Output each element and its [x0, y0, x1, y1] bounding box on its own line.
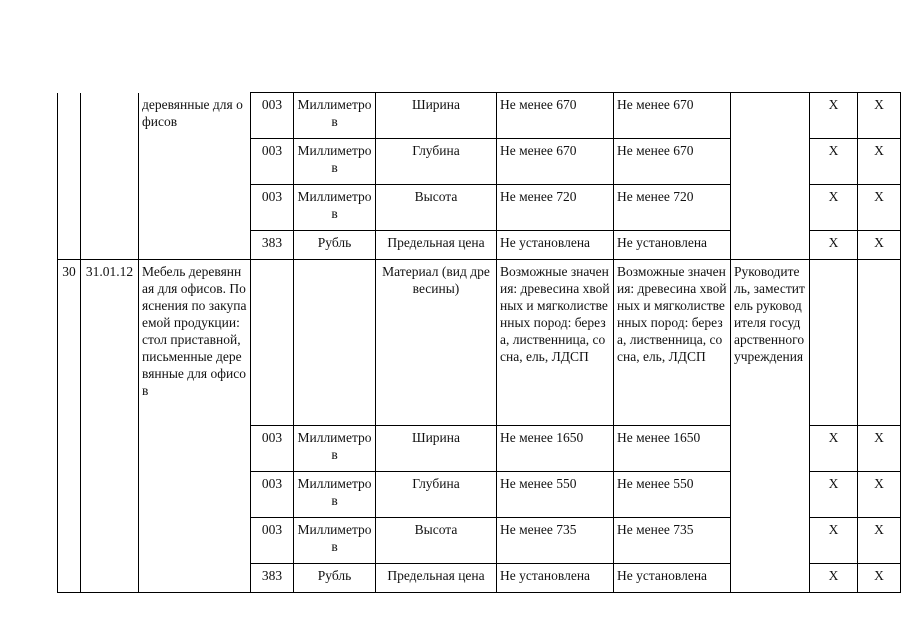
- value2-cell: Не менее 735: [614, 518, 731, 564]
- characteristic-cell: Ширина: [376, 426, 497, 472]
- code-cell: 003: [251, 518, 294, 564]
- description-cell: деревянные для офисов: [139, 93, 251, 260]
- value-cell: Возможные значения: древесина хвойных и мягколиственных пород: береза, лиственница, сосна, ель, ЛДСП: [497, 260, 614, 426]
- x-cell: X: [810, 564, 858, 593]
- value-cell: Не установлена: [497, 231, 614, 260]
- x-cell: X: [810, 139, 858, 185]
- value2-cell: Не менее 720: [614, 185, 731, 231]
- x-cell: X: [858, 231, 901, 260]
- unit-cell: Миллиметров: [294, 185, 376, 231]
- unit-cell: Миллиметров: [294, 518, 376, 564]
- code-cell: 003: [251, 185, 294, 231]
- x-cell: X: [858, 93, 901, 139]
- requirements-table: [57, 92, 901, 593]
- characteristic-cell: Материал (вид древесины): [376, 260, 497, 426]
- value-cell: Не менее 670: [497, 139, 614, 185]
- characteristic-cell: Глубина: [376, 139, 497, 185]
- value2-cell: Не менее 670: [614, 93, 731, 139]
- x-cell: X: [858, 472, 901, 518]
- unit-cell: Миллиметров: [294, 139, 376, 185]
- unit-cell: Миллиметров: [294, 93, 376, 139]
- x-cell-empty: [810, 260, 858, 426]
- item-number-cell: 30: [58, 260, 81, 593]
- value-cell: Не менее 550: [497, 472, 614, 518]
- unit-cell: Рубль: [294, 231, 376, 260]
- value2-cell: Не установлена: [614, 564, 731, 593]
- x-cell: X: [858, 139, 901, 185]
- x-cell: X: [810, 93, 858, 139]
- x-cell: X: [858, 518, 901, 564]
- value-cell: Не менее 735: [497, 518, 614, 564]
- value-cell: Не менее 720: [497, 185, 614, 231]
- characteristic-cell: Высота: [376, 518, 497, 564]
- x-cell-empty: [858, 260, 901, 426]
- unit-cell-empty: [294, 260, 376, 426]
- x-cell: X: [810, 231, 858, 260]
- value-cell: Не менее 670: [497, 93, 614, 139]
- x-cell: X: [810, 185, 858, 231]
- code-cell: 003: [251, 426, 294, 472]
- okpd-cell-empty: [81, 93, 139, 260]
- x-cell: X: [858, 185, 901, 231]
- responsible-cell-empty: [731, 93, 810, 260]
- value2-cell: Не установлена: [614, 231, 731, 260]
- value-cell: Не установлена: [497, 564, 614, 593]
- x-cell: X: [858, 426, 901, 472]
- table-row: [58, 260, 901, 426]
- characteristic-cell: Ширина: [376, 93, 497, 139]
- unit-cell: Рубль: [294, 564, 376, 593]
- code-cell: 383: [251, 231, 294, 260]
- characteristic-cell: Высота: [376, 185, 497, 231]
- value2-cell: Не менее 1650: [614, 426, 731, 472]
- number-cell-empty: [58, 93, 81, 260]
- value-cell: Не менее 1650: [497, 426, 614, 472]
- code-cell: 003: [251, 472, 294, 518]
- unit-cell: Миллиметров: [294, 426, 376, 472]
- okpd-code-cell: 31.01.12: [81, 260, 139, 593]
- code-cell: 003: [251, 93, 294, 139]
- characteristic-cell: Глубина: [376, 472, 497, 518]
- code-cell: 003: [251, 139, 294, 185]
- x-cell: X: [810, 472, 858, 518]
- table-row: [58, 93, 901, 139]
- characteristic-cell: Предельная цена: [376, 564, 497, 593]
- code-cell: 383: [251, 564, 294, 593]
- value2-cell: Возможные значения: древесина хвойных и мягколиственных пород: береза, лиственница, сосна, ель, ЛДСП: [614, 260, 731, 426]
- value2-cell: Не менее 670: [614, 139, 731, 185]
- x-cell: X: [810, 426, 858, 472]
- value2-cell: Не менее 550: [614, 472, 731, 518]
- code-cell-empty: [251, 260, 294, 426]
- item-description-cell: Мебель деревянная для офисов. Пояснения по закупаемой продукции: стол приставной, письменные деревянные для офисов: [139, 260, 251, 593]
- x-cell: X: [810, 518, 858, 564]
- characteristic-cell: Предельная цена: [376, 231, 497, 260]
- unit-cell: Миллиметров: [294, 472, 376, 518]
- responsible-cell: Руководитель, заместитель руководителя государственного учреждения: [731, 260, 810, 593]
- x-cell: X: [858, 564, 901, 593]
